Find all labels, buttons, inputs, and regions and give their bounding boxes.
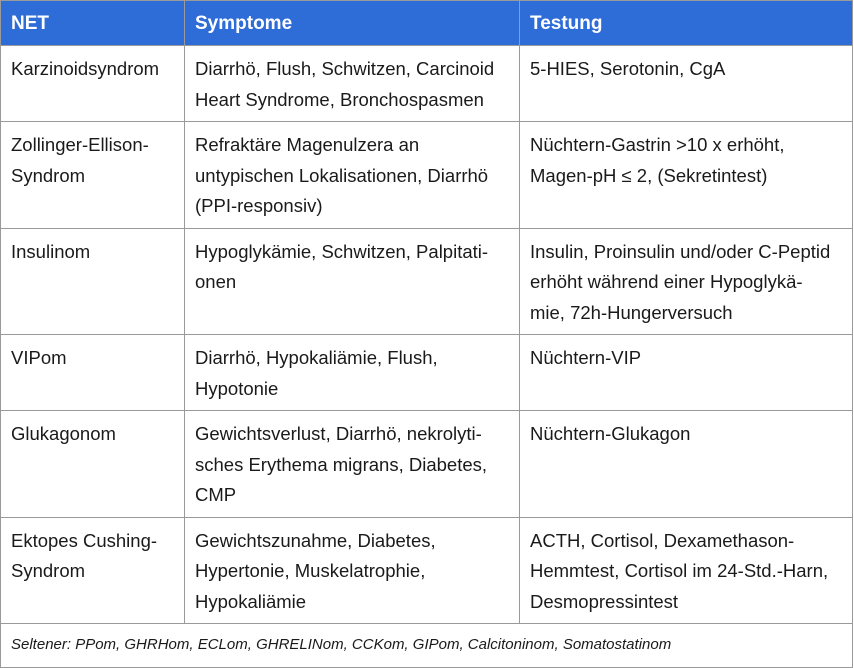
cell-symptome: Diarrhö, Hypokaliämie, Flush, Hypotonie <box>185 335 520 411</box>
cell-testung: Nüchtern-Glukagon <box>520 411 853 518</box>
cell-net: VIPom <box>1 335 185 411</box>
cell-net: Insulinom <box>1 228 185 335</box>
cell-symptome: Gewichtszunahme, Diabetes, Hypertonie, Muskelatrophie, Hypokaliämie <box>185 517 520 624</box>
cell-symptome: Hypoglykämie, Schwitzen, Palpitati- onen <box>185 228 520 335</box>
table-row <box>1 122 853 229</box>
header-net: NET <box>1 1 185 46</box>
table-row <box>1 335 853 411</box>
cell-net: Ektopes Cushing- Syndrom <box>1 517 185 624</box>
table-footnote: Seltener: PPom, GHRHom, ECLom, GHRELINom, CCKom, GIPom, Calcitoninom, Somatostatinom <box>1 624 853 668</box>
header-testung: Testung <box>520 1 853 46</box>
table-row <box>1 228 853 335</box>
cell-net: Glukagonom <box>1 411 185 518</box>
cell-net: Zollinger-Ellison- Syndrom <box>1 122 185 229</box>
header-symptome: Symptome <box>185 1 520 46</box>
cell-symptome: Refraktäre Magenulzera an untypischen Lokalisationen, Diarrhö (PPI-responsiv) <box>185 122 520 229</box>
cell-testung: ACTH, Cortisol, Dexamethason- Hemmtest, Cortisol im 24-Std.-Harn, Desmopressintest <box>520 517 853 624</box>
footer-row <box>1 624 853 668</box>
cell-testung: Nüchtern-Gastrin >10 x erhöht, Magen-pH ≤ 2, (Sekretintest) <box>520 122 853 229</box>
table-row <box>1 517 853 624</box>
cell-symptome: Gewichtsverlust, Diarrhö, nekrolyti- sches Erythema migrans, Diabetes, CMP <box>185 411 520 518</box>
table-row <box>1 411 853 518</box>
cell-testung: 5-HIES, Serotonin, CgA <box>520 46 853 122</box>
header-row <box>1 1 853 46</box>
cell-testung: Insulin, Proinsulin und/oder C-Peptid erhöht während einer Hypoglykä- mie, 72h-Hungerversuch <box>520 228 853 335</box>
cell-net: Karzinoidsyndrom <box>1 46 185 122</box>
table-row <box>1 46 853 122</box>
cell-symptome: Diarrhö, Flush, Schwitzen, Carcinoid Heart Syndrome, Bronchospasmen <box>185 46 520 122</box>
cell-testung: Nüchtern-VIP <box>520 335 853 411</box>
